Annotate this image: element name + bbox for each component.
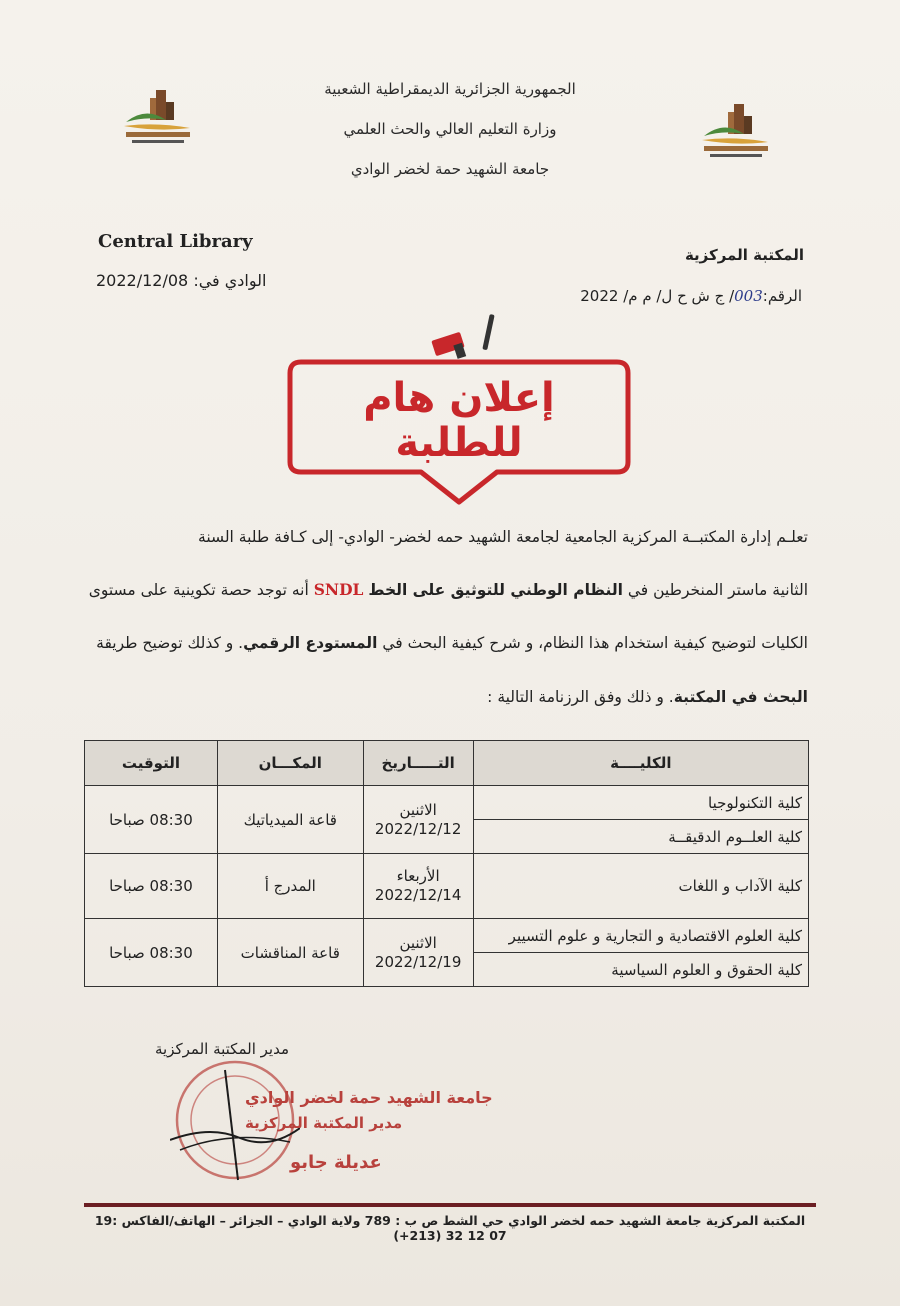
banner-title: إعلان هام xyxy=(363,375,555,421)
text-segment: تعلـم إدارة المكتبــة المركزية الجامعية لجامعة الشهيد حمه لخضر- الوادي- إلى كـافة طلبة السنة xyxy=(198,528,808,546)
stamp-director-line: مدير المكتبة المركزية xyxy=(245,1114,403,1132)
day-name: الاثنين xyxy=(399,800,437,819)
table-row xyxy=(85,854,809,919)
university-logo-left xyxy=(116,86,200,148)
text-segment: الثانية ماستر المنخرطين في xyxy=(622,581,808,599)
signature-title: مدير المكتبة المركزية xyxy=(155,1040,290,1058)
day-name: الأربعاء xyxy=(396,867,440,886)
paragraph-line-4 xyxy=(88,688,808,706)
time-cell: 08:30 صباحا xyxy=(85,786,218,854)
text-segment: الكليات لتوضيح كيفية استخدام هذا النظام، و شرح كيفية البحث في xyxy=(377,634,808,652)
footer-divider xyxy=(84,1203,816,1207)
header-faculty: الكليــــة xyxy=(473,741,808,786)
paragraph-line-3 xyxy=(88,634,808,652)
ref-label: الرقم: xyxy=(762,287,802,305)
paragraph-line-1 xyxy=(88,528,808,546)
place-cell: قاعة المناقشات xyxy=(217,919,363,987)
library-title-en: Central Library xyxy=(98,231,253,252)
time-cell: 08:30 صباحا xyxy=(85,919,218,987)
table-header-row xyxy=(85,741,809,786)
date-cell xyxy=(363,919,473,987)
faculty-cell: كلية التكنولوجيا xyxy=(473,786,808,820)
paragraph-line-2 xyxy=(88,580,808,599)
place-cell: المدرج أ xyxy=(217,854,363,919)
stamp-university-line: جامعة الشهيد حمة لخضر الوادي xyxy=(245,1088,493,1107)
ref-handwritten-number: 003 xyxy=(734,287,763,305)
date-label: الوادي في: xyxy=(193,271,267,290)
faculty-cell: كلية العلــوم الدقيقــة xyxy=(473,820,808,854)
date-value: 2022/12/19 xyxy=(374,952,462,971)
date-value: 2022/12/14 xyxy=(374,886,462,904)
time-cell: 08:30 صباحا xyxy=(85,854,218,919)
date-line xyxy=(96,271,266,290)
text-bold-library-search: البحث في المكتبة xyxy=(673,688,808,706)
header-university: جامعة الشهيد حمة لخضر الوادي xyxy=(350,160,550,178)
text-segment: أنه توجد حصة تكوينية على مستوى xyxy=(88,581,314,599)
signer-name: عديلة جابو xyxy=(290,1152,382,1173)
text-segment: . و كذلك توضيح طريقة xyxy=(96,634,244,652)
faculty-cell: كلية العلوم الاقتصادية و التجارية و علوم التسيير xyxy=(473,919,808,953)
university-logo-right xyxy=(694,100,778,162)
date-cell xyxy=(363,786,473,854)
header-republic: الجمهورية الجزائرية الديمقراطية الشعبية xyxy=(324,80,576,98)
header-ministry: وزارة التعليم العالي والحث العلمي xyxy=(343,120,557,138)
table-row xyxy=(85,786,809,820)
header-time: التوقيت xyxy=(85,741,218,786)
date-cell xyxy=(363,854,473,919)
header-date: التـــــاريخ xyxy=(363,741,473,786)
library-title-ar: المكتبة المركزية xyxy=(684,246,804,264)
footer-address: المكتبة المركزية جامعة الشهيد حمه لخضر الوادي حي الشط ص ب : 789 ولاية الوادي – الجزائر – الهاتف/الفاكس :19 07 12 32 (213+) xyxy=(94,1213,806,1243)
faculty-cell: كلية الحقوق و العلوم السياسية xyxy=(473,953,808,987)
header-place: المكـــان xyxy=(217,741,363,786)
text-bold-repository: المستودع الرقمي xyxy=(243,634,378,652)
schedule-table xyxy=(84,740,809,987)
text-segment: . و ذلك وفق الرزنامة التالية : xyxy=(487,688,674,706)
ref-rest: / ج ش ح ل/ م م/ 2022 xyxy=(580,287,735,305)
megaphone-icon xyxy=(431,314,494,359)
faculty-cell: كلية الآداب و اللغات xyxy=(473,854,808,919)
round-stamp xyxy=(170,1030,300,1190)
table-row xyxy=(85,919,809,953)
text-bold-sndl-name: النظام الوطني للتوثيق على الخط xyxy=(368,581,623,599)
banner-subtitle: للطلبة xyxy=(395,420,523,466)
place-cell: قاعة الميدياتيك xyxy=(217,786,363,854)
date-value: 2022/12/08 xyxy=(96,271,189,290)
date-value: 2022/12/12 xyxy=(374,819,462,838)
sndl-acronym: SNDL xyxy=(313,580,364,599)
day-name: الاثنين xyxy=(399,933,437,952)
reference-number xyxy=(580,287,802,305)
